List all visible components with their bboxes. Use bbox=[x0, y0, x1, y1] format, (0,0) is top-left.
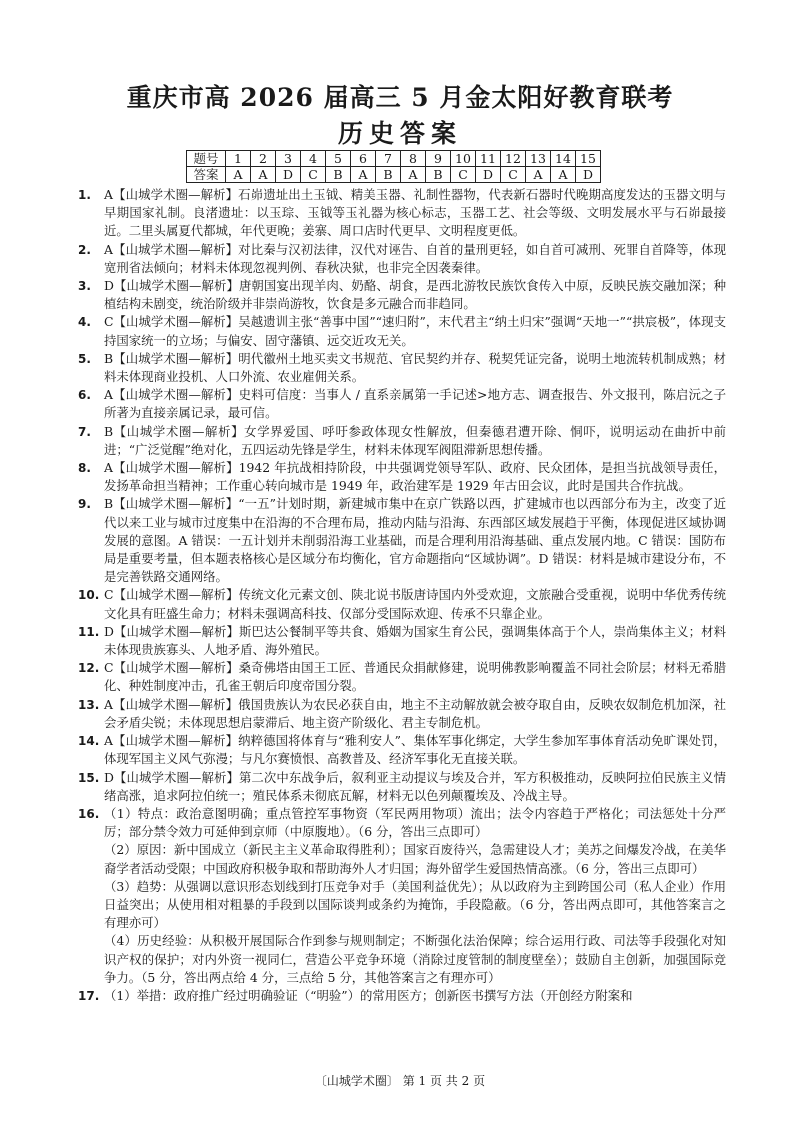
answer-cell: C bbox=[451, 167, 476, 183]
item-text: B【山城学术圈—解析】明代徽州土地买卖文书规范、官民契约并存、税契凭证完备，说明土地流转机制成熟；材料未体现商业投机、人口外流、农业雇佣关系。 bbox=[104, 350, 726, 385]
answer-table bbox=[186, 150, 601, 183]
question-number-cell: 2 bbox=[251, 151, 276, 167]
item-text: A【山城学术圈—解析】1942 年抗战相持阶段，中共强调党领导军队、政府、民众团体，是担当抗战领导责任，发扬革命担当精神；工作重心转向城市是 1949 年，政治建军是 1929 年古田会议，此时是国共合作抗战。 bbox=[104, 460, 726, 494]
sub-answer: （3）趋势：从强调以意识形态划线到打压竞争对手（美国利益优先）；从以政府为主到跨国公司（私人企业）作用日益突出；从使用相对粗暴的手段到以国际谈判或条约为掩饰，手段隐蔽。（6 分，答出两点即可，其他答案言之有理亦可） bbox=[104, 878, 726, 931]
item-number: 16. bbox=[78, 806, 100, 821]
item-text: D【山城学术圈—解析】斯巴达公餐制平等共食、婚姻为国家生育公民，强调集体高于个人，崇尚集体主义；材料未体现贵族寡头、人地矛盾、海外殖民。 bbox=[104, 623, 726, 658]
explanation-item bbox=[78, 659, 726, 695]
explanation-item bbox=[78, 241, 726, 277]
answer-cell: D bbox=[476, 167, 501, 183]
answer-explanations bbox=[78, 186, 726, 1005]
answer-cell: B bbox=[326, 167, 351, 183]
answer-table-number-row bbox=[187, 151, 601, 167]
answer-cell: A bbox=[551, 167, 576, 183]
item-number: 13. bbox=[78, 697, 100, 712]
item-number: 1. bbox=[78, 188, 91, 202]
answer-cell: A bbox=[226, 167, 251, 183]
question-number-cell: 5 bbox=[326, 151, 351, 167]
explanation-item bbox=[78, 623, 726, 659]
sub-answer: （4）历史经验：从积极开展国际合作到参与规则制定；不断强化法治保障；综合运用行政、司法等手段强化对知识产权的保护；对内外资一视同仁，营造公平竞争环境（消除过度管制的制度壁垒）；鼓励自主创新，加强国际竞争力。（5 分，答出两点给 4 分，三点给 5 分，其他答案言之有理亦可） bbox=[104, 933, 726, 985]
answer-cell: C bbox=[501, 167, 526, 183]
answer-cell: B bbox=[376, 167, 401, 183]
explanation-item bbox=[78, 423, 726, 459]
item-text: C【山城学术圈—解析】吴越遗训主张“善事中国”“速归附”，末代君主“纳土归宋”强调“天地一”“拱宸极”，体现支持国家统一的立场；与偏安、固守藩镇、远交近攻无关。 bbox=[104, 314, 726, 348]
item-number: 7. bbox=[78, 424, 91, 439]
question-number-cell: 7 bbox=[376, 151, 401, 167]
item-text: C【山城学术圈—解析】桑奇佛塔由国王工匠、普通民众捐献修建，说明佛教影响覆盖不同社会阶层；材料无希腊化、种姓制度冲击，孔雀王朝后印度帝国分裂。 bbox=[104, 660, 726, 694]
question-number-cell: 9 bbox=[426, 151, 451, 167]
answer-table-answer-row bbox=[187, 167, 601, 183]
answer-heading: 历史答案 bbox=[337, 119, 462, 148]
item-text: D【山城学术圈—解析】唐朝国宴出现羊肉、奶酪、胡食，是西北游牧民族饮食传入中原，反映民族交融加深；种植结构未剧变，统治阶级并非崇尚游牧，饮食是多元融合而非趋同。 bbox=[104, 278, 726, 312]
question-number-cell: 1 bbox=[226, 151, 251, 167]
item-number: 17. bbox=[78, 988, 100, 1003]
explanation-item bbox=[78, 805, 726, 987]
explanation-item bbox=[78, 987, 726, 1005]
question-number-cell: 13 bbox=[526, 151, 551, 167]
item-number: 10. bbox=[78, 588, 100, 603]
answer-cell: A bbox=[251, 167, 276, 183]
item-number: 15. bbox=[78, 770, 100, 785]
item-text: B【山城学术圈—解析】“一五”计划时期，新建城市集中在京广铁路以西，扩建城市也以西部分布为主，改变了近代以来工业与城市过度集中在沿海的不合理布局，推动内陆与沿海、东西部区域发展趋于平衡，体现促进区域协调发展的意图。A 错误：一五计划并未削弱沿海工业基础，而是合理利用沿海基础、重点发展内地。C 错误：国防布局是重要考量，但本题表格核心是区域分布均衡化，官方命题指向“区域协调”。D 错误：材料是城市建设分布，不是完善铁路交通网络。 bbox=[104, 496, 726, 585]
explanation-item bbox=[78, 769, 726, 805]
explanation-item bbox=[78, 586, 726, 622]
item-text: A【山城学术圈—解析】史料可信度：当事人 / 直系亲属第一手记述>地方志、调查报告、外文报刊，陈启沅之子所著为直接亲属记录，最可信。 bbox=[104, 387, 726, 421]
sub-answer: （1）举措：政府推广经过明确验证（“明验”）的常用医方；创新医书撰写方法（开创经方附案和 bbox=[104, 987, 633, 1003]
sub-answer: （2）原因：新中国成立（新民主主义革命取得胜利）；国家百废待兴，急需建设人才；美苏之间爆发冷战，在美华裔学者活动受限；中国政府积极争取和帮助海外人才归国；海外留学生爱国热情高涨。（6 分，答出三点即可） bbox=[104, 842, 726, 876]
item-number: 9. bbox=[78, 497, 91, 512]
item-text: A【山城学术圈—解析】纳粹德国将体育与“雅利安人”、集体军事化绑定，大学生参加军事体育活动免旷课处罚，体现军国主义风气弥漫；与凡尔赛愤恨、高教普及、经济军事化无直接关联。 bbox=[104, 733, 726, 767]
exam-title: 重庆市高 2026 届高三 5 月金太阳好教育联考 bbox=[126, 83, 674, 112]
item-text: C【山城学术圈—解析】传统文化元素文创、陕北说书版唐诗国内外受欢迎，文旅融合受重视，说明中华优秀传统文化具有旺盛生命力；材料未强调高科技、仅部分受国际欢迎、传承不只靠企业。 bbox=[104, 587, 726, 621]
item-text: A【山城学术圈—解析】石峁遗址出土玉钺、精美玉器、礼制性器物，代表新石器时代晚期高度发达的玉器文明与早期国家礼制。良渚遗址：以玉琮、玉钺等玉礼器为核心标志，玉器工艺、社会等级、文明发展水平与石峁最接近。二里头属夏代都城，年代更晚；姜寨、周口店时代更早、文明程度更低。 bbox=[104, 187, 726, 239]
answer-cell: A bbox=[351, 167, 376, 183]
explanation-item bbox=[78, 350, 726, 386]
item-number: 12. bbox=[78, 661, 100, 676]
item-text: A【山城学术圈—解析】对比秦与汉初法律，汉代对诬告、自首的量刑更轻，如自首可减刑、死罪自首降等，体现宽刑省法倾向；材料未体现忽视判例、春秋决狱，也非完全因袭秦律。 bbox=[104, 241, 726, 275]
question-number-cell: 4 bbox=[301, 151, 326, 167]
answer-cell: D bbox=[576, 167, 601, 183]
explanation-item bbox=[78, 696, 726, 732]
item-text: A【山城学术圈—解析】俄国贵族认为农民必获自由，地主不主动解放就会被夺取自由，反映农奴制危机加深，社会矛盾尖锐；未体现思想启蒙滞后、地主资产阶级化、君主专制危机。 bbox=[104, 696, 726, 730]
item-text: B【山城学术圈—解析】女学界爱国、呼吁参政体现女性解放，但秦德君遭开除、恫吓，说明运动在曲折中前进；“广泛觉醒”绝对化，五四运动先锋是学生，材料未体现军阀阻滞新思想传播。 bbox=[104, 423, 726, 457]
explanation-item bbox=[78, 313, 726, 349]
item-number: 6. bbox=[78, 388, 91, 403]
answer-cell: B bbox=[426, 167, 451, 183]
item-number: 5. bbox=[78, 351, 91, 366]
item-number: 3. bbox=[78, 279, 91, 294]
explanation-item bbox=[78, 495, 726, 586]
explanation-item bbox=[78, 459, 726, 495]
question-number-cell: 12 bbox=[501, 151, 526, 167]
explanation-item bbox=[78, 386, 726, 422]
question-number-cell: 14 bbox=[551, 151, 576, 167]
question-number-cell: 10 bbox=[451, 151, 476, 167]
item-text: D【山城学术圈—解析】第二次中东战争后，叙利亚主动提议与埃及合并，军方积极推动，反映阿拉伯民族主义情绪高涨，追求阿拉伯统一；殖民体系未彻底瓦解，材料无以色列颠覆埃及、冷战主导。 bbox=[104, 769, 726, 803]
question-number-cell: 8 bbox=[401, 151, 426, 167]
question-number-cell: 6 bbox=[351, 151, 376, 167]
item-number: 11. bbox=[78, 624, 100, 639]
sub-answer: （1）特点：政治意图明确；重点管控军事物资（军民两用物项）流出；法令内容趋于严格化；司法惩处十分严厉；部分禁令效力可延伸到京师（中原腹地）。（6 分，答出三点即可） bbox=[104, 805, 726, 840]
number-row-label: 题号 bbox=[187, 151, 226, 167]
item-number: 4. bbox=[78, 315, 91, 330]
question-number-cell: 3 bbox=[276, 151, 301, 167]
item-number: 14. bbox=[78, 734, 100, 749]
answer-cell: A bbox=[401, 167, 426, 183]
answer-cell: C bbox=[301, 167, 326, 183]
answer-cell: A bbox=[526, 167, 551, 183]
page-footer: 〔山城学术圈〕 第 1 页 共 2 页 bbox=[314, 1074, 486, 1088]
explanation-item bbox=[78, 277, 726, 313]
question-number-cell: 15 bbox=[576, 151, 601, 167]
explanation-item bbox=[78, 186, 726, 241]
item-number: 2. bbox=[78, 242, 91, 257]
question-number-cell: 11 bbox=[476, 151, 501, 167]
explanation-item bbox=[78, 732, 726, 768]
item-number: 8. bbox=[78, 461, 91, 476]
answer-cell: D bbox=[276, 167, 301, 183]
answer-row-label: 答案 bbox=[187, 167, 226, 183]
